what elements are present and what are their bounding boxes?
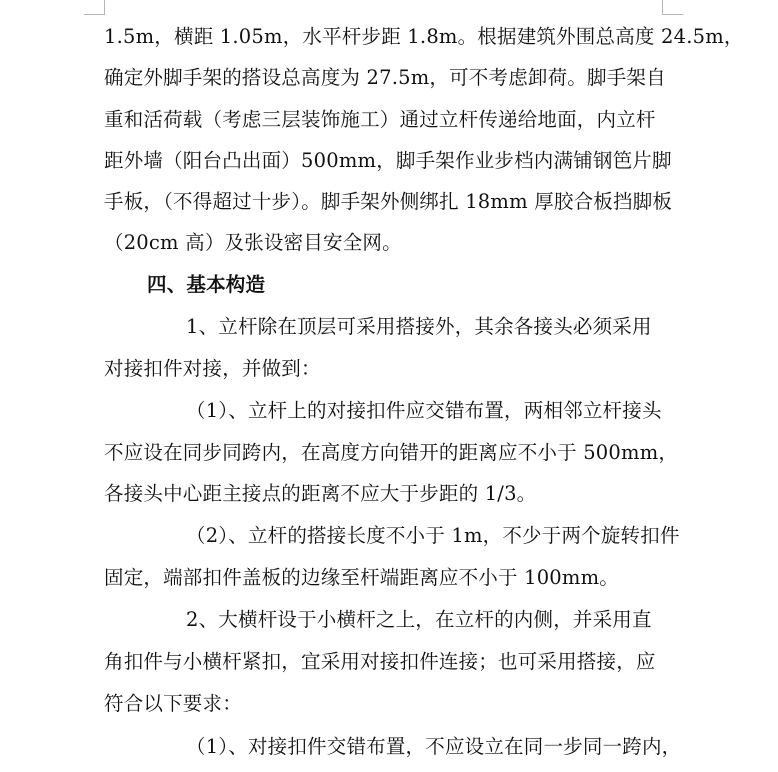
- text-line: 距外墙（阳台凸出面）500mm，脚手架作业步档内满铺钢笆片脚: [104, 149, 672, 172]
- text-line: 符合以下要求：: [104, 692, 242, 715]
- text-line: （2）、立杆的搭接长度不小于 1m，不少于两个旋转扣件: [186, 524, 680, 547]
- text-line: （20cm 高）及张设密目安全网。: [104, 231, 402, 254]
- text-line: 各接头中心距主接点的距离不应大于步距的 1/3。: [104, 482, 537, 505]
- text-line: 对接扣件对接，并做到：: [104, 357, 321, 380]
- text-line: 1、立杆除在顶层可采用搭接外，其余各接头必须采用: [186, 315, 652, 338]
- text-line: 固定，端部扣件盖板的边缘至杆端距离应不小于 100mm。: [104, 566, 619, 589]
- text-line: （1）、对接扣件交错布置，不应设立在同一步同一跨内，: [186, 735, 682, 758]
- text-line: 确定外脚手架的搭设总高度为 27.5m，可不考虑卸荷。脚手架自: [104, 66, 666, 89]
- text-line: 1.5m，横距 1.05m，水平杆步距 1.8m。根据建筑外围总高度 24.5m，: [104, 25, 744, 48]
- text-line: （1）、立杆上的对接扣件应交错布置，两相邻立杆接头: [186, 399, 662, 422]
- section-heading: 四、基本构造: [147, 273, 266, 296]
- page-corner-mark-left: [84, 0, 105, 15]
- text-line: 重和活荷载（考虑三层装饰施工）通过立杆传递给地面，内立杆: [104, 108, 656, 131]
- text-line: 不应设在同步同跨内，在高度方向错开的距离应不小于 500mm，: [104, 441, 679, 464]
- page-corner-mark-right: [662, 0, 683, 15]
- text-line: 2、大横杆设于小横杆之上，在立杆的内侧，并采用直: [186, 608, 652, 631]
- text-line: 手板，（不得超过十步）。脚手架外侧绑扎 18mm 厚胶合板挡脚板: [104, 190, 673, 213]
- text-line: 角扣件与小横杆紧扣，宜采用对接扣件连接；也可采用搭接，应: [104, 650, 656, 673]
